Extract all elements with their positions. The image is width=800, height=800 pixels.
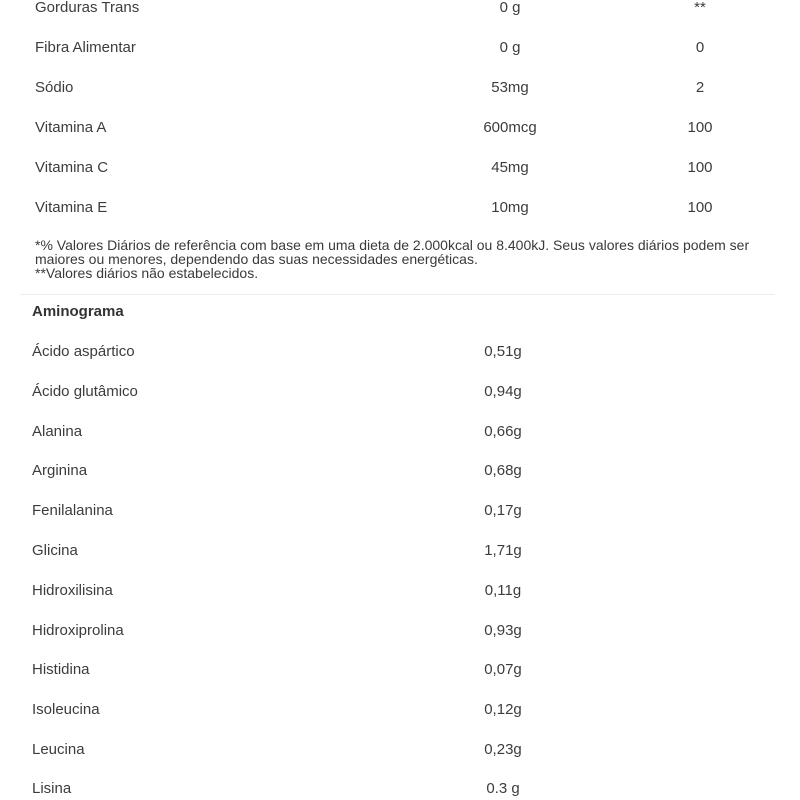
nutrient-daily-value: 2 (695, 79, 705, 96)
amino-quantity: 0,93g (484, 622, 522, 639)
nutrition-row-fiber (0, 38, 800, 78)
amino-row (0, 660, 800, 700)
nutrient-label: Fibra Alimentar (35, 39, 136, 56)
amino-row (0, 621, 800, 661)
amino-label: Ácido aspártico (32, 343, 135, 360)
footnote-not-established-text: **Valores diários não estabelecidos. (35, 265, 259, 281)
amino-row (0, 581, 800, 621)
amino-label: Hidroxiprolina (32, 622, 124, 639)
amino-row (0, 422, 800, 462)
nutrition-row-vitamin-a (0, 118, 800, 158)
nutrient-daily-value: 100 (687, 199, 713, 216)
amino-quantity: 0,12g (484, 701, 522, 718)
amino-quantity: 1,71g (484, 542, 522, 559)
amino-quantity: 0.3 g (486, 780, 520, 797)
nutrient-quantity: 600mcg (483, 119, 537, 136)
amino-quantity: 0,51g (484, 343, 522, 360)
amino-row (0, 779, 800, 800)
amino-label: Lisina (32, 780, 72, 797)
nutrient-daily-value: ** (694, 0, 706, 16)
amino-quantity: 0,07g (484, 661, 522, 678)
amino-label: Fenilalanina (32, 502, 113, 519)
amino-quantity: 0,94g (484, 383, 522, 400)
amino-quantity: 0,66g (484, 423, 522, 440)
amino-label: Hidroxilisina (32, 582, 113, 599)
amino-row (0, 501, 800, 541)
nutrient-daily-value: 100 (687, 119, 713, 136)
amino-row (0, 541, 800, 581)
nutrition-row-vitamin-e (0, 198, 800, 238)
nutrient-label: Vitamina A (35, 119, 107, 136)
amino-row (0, 342, 800, 382)
nutrient-label: Vitamina E (35, 199, 108, 216)
amino-row (0, 382, 800, 422)
amino-quantity: 0,68g (484, 462, 522, 479)
amino-quantity: 0,23g (484, 741, 522, 758)
amino-quantity: 0,11g (484, 582, 522, 599)
nutrient-quantity: 45mg (491, 159, 529, 176)
amino-label: Ácido glutâmico (32, 383, 138, 400)
amino-label: Arginina (32, 462, 88, 479)
nutrient-daily-value: 100 (687, 159, 713, 176)
nutrient-quantity: 10mg (491, 199, 529, 216)
nutrient-label: Gorduras Trans (35, 0, 140, 16)
nutrient-quantity: 53mg (491, 79, 529, 96)
nutrition-row-vitamin-c (0, 158, 800, 198)
amino-quantity: 0,17g (484, 502, 522, 519)
amino-label: Isoleucina (32, 701, 100, 718)
nutrition-row-sodium (0, 78, 800, 118)
daily-values-footnote (35, 238, 780, 280)
amino-row (0, 461, 800, 501)
nutrient-daily-value: 0 (695, 39, 705, 56)
amino-label: Histidina (32, 661, 90, 678)
section-divider (20, 294, 775, 295)
nutrient-quantity: 0 g (499, 0, 521, 16)
nutrient-label: Vitamina C (35, 159, 109, 176)
footnote-reference-text: *% Valores Diários de referência com base em uma dieta de 2.000kcal ou 8.400kJ. Seus valores diários podem ser maiores ou menores, dependendo das suas necessidades energéticas. (35, 237, 750, 267)
amino-row (0, 700, 800, 740)
amino-label: Glicina (32, 542, 78, 559)
amino-label: Alanina (32, 423, 83, 440)
nutrient-quantity: 0 g (499, 39, 521, 56)
nutrient-label: Sódio (35, 79, 74, 96)
aminograma-heading: Aminograma (32, 303, 124, 320)
amino-row (0, 740, 800, 780)
nutrition-row-trans-fat (0, 0, 800, 38)
amino-label: Leucina (32, 741, 85, 758)
